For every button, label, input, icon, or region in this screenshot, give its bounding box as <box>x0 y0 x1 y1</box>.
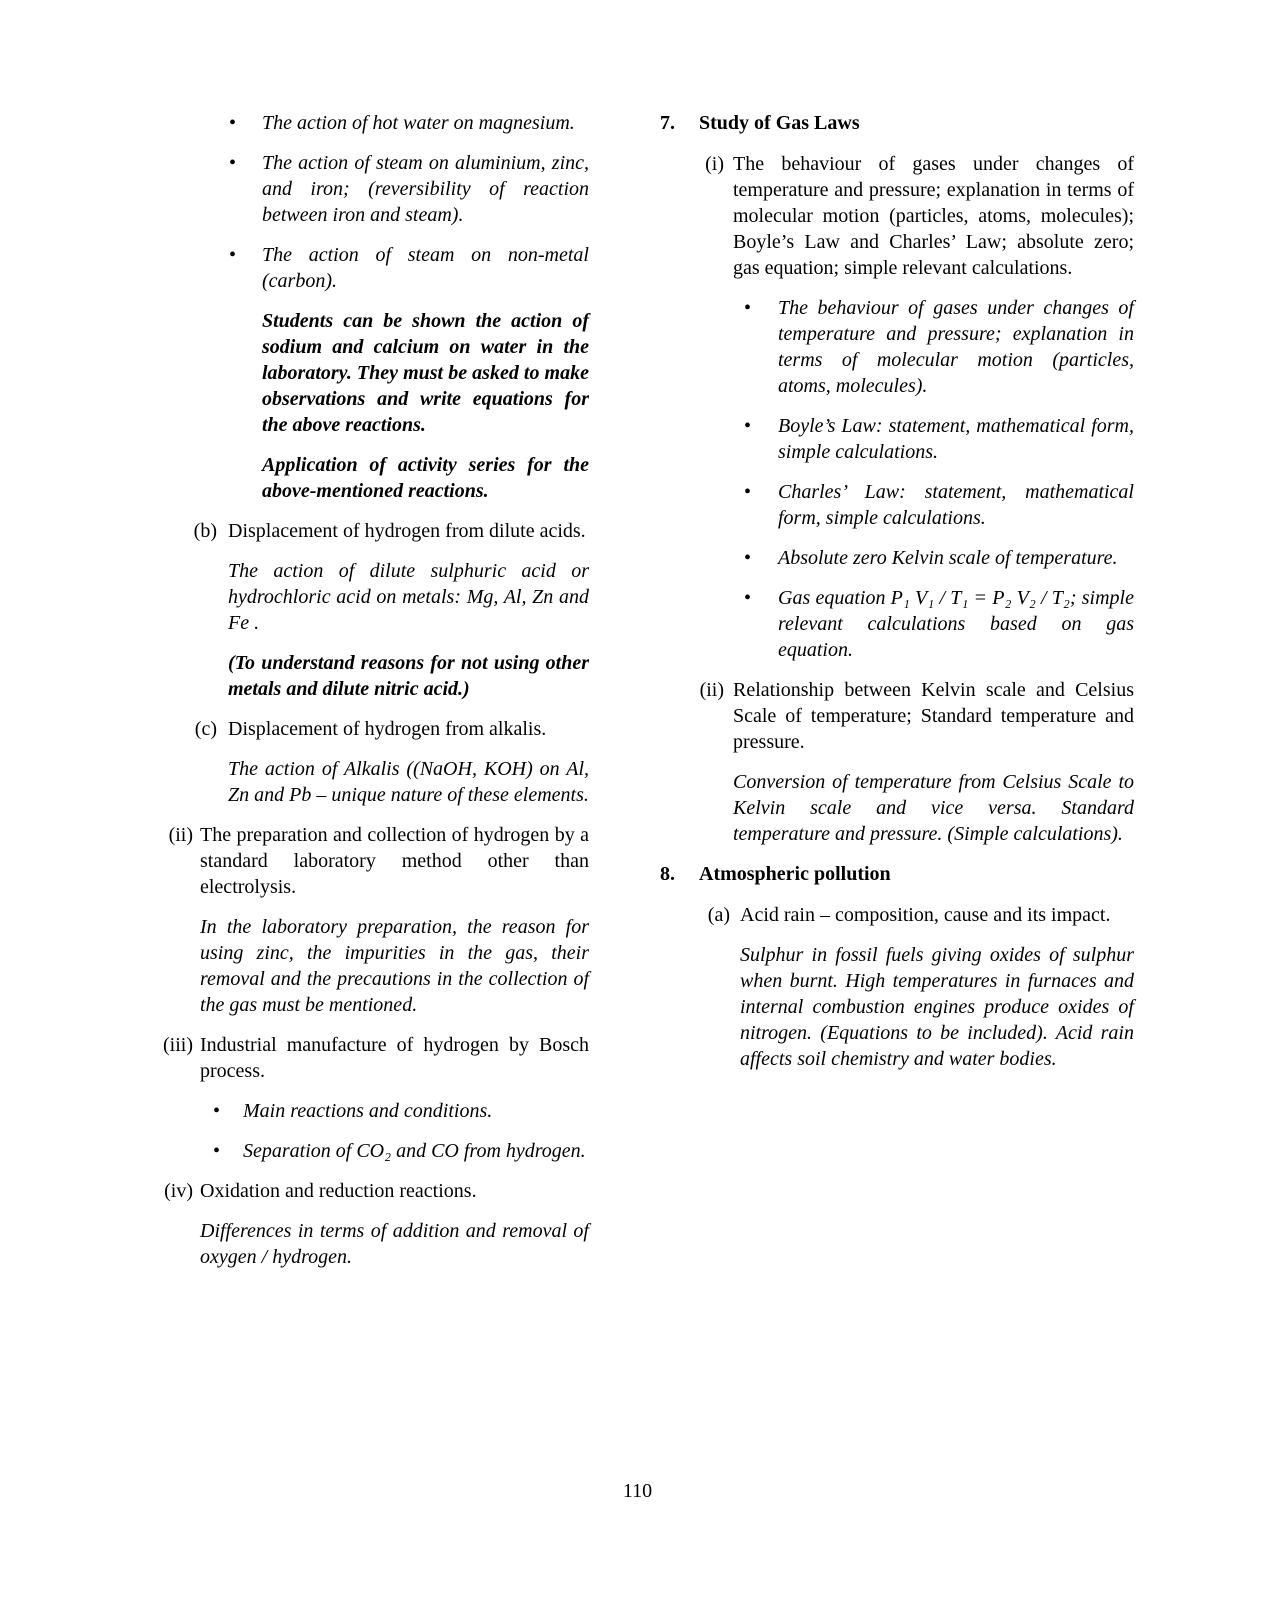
commentary-paragraph: Differences in terms of addition and removal of oxygen / hydrogen. <box>200 1220 589 1268</box>
list-item <box>660 677 1134 755</box>
list-item <box>155 822 589 900</box>
bullet-marker: • <box>744 587 752 609</box>
right-column <box>660 110 1134 1086</box>
list-item-text: The preparation and collection of hydrogen by a standard laboratory method other than electrolysis. <box>200 824 589 898</box>
commentary-paragraph: In the laboratory preparation, the reason for using zinc, the impurities in the gas, their removal and the precautions in the collection of the gas must be mentioned. <box>200 916 589 1016</box>
list-item-text: Displacement of hydrogen from dilute acids. <box>228 520 586 542</box>
list-item <box>155 150 589 228</box>
item-marker: (ii) <box>699 679 724 701</box>
list-item <box>660 585 1134 663</box>
bullet-marker: • <box>213 1140 221 1162</box>
list-item-text: Oxidation and reduction reactions. <box>200 1180 477 1202</box>
bullet-marker: • <box>213 1100 221 1122</box>
list-item-text: Industrial manufacture of hydrogen by Bosch process. <box>200 1034 589 1082</box>
list-item <box>155 1032 589 1084</box>
item-marker: (ii) <box>168 824 193 846</box>
list-item-text: The behaviour of gases under changes of temperature and pressure; explanation in terms of molecular motion (particles, atoms, molecules); Boyle’s Law and Charles’ Law; absolute zero; gas equation; simple relevant calculations. <box>733 153 1134 279</box>
section-number: 7. <box>660 112 675 134</box>
list-item-text: The action of steam on aluminium, zinc, and iron; (reversibility of reaction between iron and steam). <box>262 152 589 226</box>
list-item <box>155 716 589 742</box>
bullet-marker: • <box>744 547 752 569</box>
section-heading <box>660 861 1134 887</box>
list-item <box>155 518 589 544</box>
list-item <box>660 295 1134 399</box>
note-paragraph: (To understand reasons for not using other metals and dilute nitric acid.) <box>228 652 589 700</box>
item-marker: (c) <box>194 718 217 740</box>
list-item-text: The behaviour of gases under changes of temperature and pressure; explanation in terms of molecular motion (particles, atoms, molecules). <box>778 297 1134 397</box>
commentary-paragraph: Conversion of temperature from Celsius Scale to Kelvin scale and vice versa. Standard temperature and pressure. (Simple calculations). <box>733 771 1134 845</box>
list-item <box>155 1178 589 1204</box>
list-item-text: Separation of CO₂ and CO from hydrogen. <box>243 1140 586 1162</box>
list-item <box>660 902 1134 928</box>
note-paragraph: Application of activity series for the above-mentioned reactions. <box>262 454 589 502</box>
commentary-paragraph: The action of dilute sulphuric acid or hydrochloric acid on metals: Mg, Al, Zn and Fe . <box>228 560 589 634</box>
section-number: 8. <box>660 863 675 885</box>
list-item <box>155 1138 589 1164</box>
list-item <box>155 242 589 294</box>
bullet-marker: • <box>229 244 237 266</box>
commentary-paragraph: The action of Alkalis ((NaOH, KOH) on Al, Zn and Pb – unique nature of these elements. <box>228 758 589 806</box>
list-item-text: The action of steam on non-metal (carbon). <box>262 244 589 292</box>
bullet-marker: • <box>744 297 752 319</box>
commentary-paragraph: Sulphur in fossil fuels giving oxides of sulphur when burnt. High temperatures in furnaces and internal combustion engines produce oxides of nitrogen. (Equations to be included). Acid rain affects soil chemistry and water bodies. <box>740 944 1134 1070</box>
bullet-marker: • <box>229 152 237 174</box>
page-number: 110 <box>622 1480 653 1502</box>
list-item-text: The action of hot water on magnesium. <box>262 112 575 134</box>
item-marker: (iii) <box>163 1034 193 1056</box>
item-marker: (a) <box>707 904 730 926</box>
list-item-text: Absolute zero Kelvin scale of temperature. <box>778 547 1118 569</box>
bullet-marker: • <box>744 415 752 437</box>
list-item-text: Gas equation P₁ V₁ / T₁ = P₂ V₂ / T₂; simple relevant calculations based on gas equation. <box>778 587 1134 661</box>
section-heading-text: Atmospheric pollution <box>699 863 891 885</box>
list-item-text: Acid rain – composition, cause and its impact. <box>740 904 1111 926</box>
section-heading-text: Study of Gas Laws <box>699 112 860 134</box>
list-item <box>660 545 1134 571</box>
note-paragraph: Students can be shown the action of sodium and calcium on water in the laboratory. They must be asked to make observations and write equations for the above reactions. <box>262 310 589 436</box>
item-marker: (i) <box>705 153 724 175</box>
section-heading <box>660 110 1134 136</box>
list-item <box>660 413 1134 465</box>
left-column <box>155 110 589 1284</box>
list-item-text: Main reactions and conditions. <box>243 1100 493 1122</box>
list-item-text: Charles’ Law: statement, mathematical form, simple calculations. <box>778 481 1134 529</box>
list-item <box>660 479 1134 531</box>
list-item-text: Relationship between Kelvin scale and Celsius Scale of temperature; Standard temperature and pressure. <box>733 679 1134 753</box>
list-item-text: Displacement of hydrogen from alkalis. <box>228 718 547 740</box>
list-item <box>660 151 1134 281</box>
bullet-marker: • <box>744 481 752 503</box>
item-marker: (iv) <box>164 1180 193 1202</box>
list-item <box>155 1098 589 1124</box>
item-marker: (b) <box>193 520 217 542</box>
bullet-marker: • <box>229 112 237 134</box>
list-item-text: Boyle’s Law: statement, mathematical form, simple calculations. <box>778 415 1134 463</box>
list-item <box>155 110 589 136</box>
